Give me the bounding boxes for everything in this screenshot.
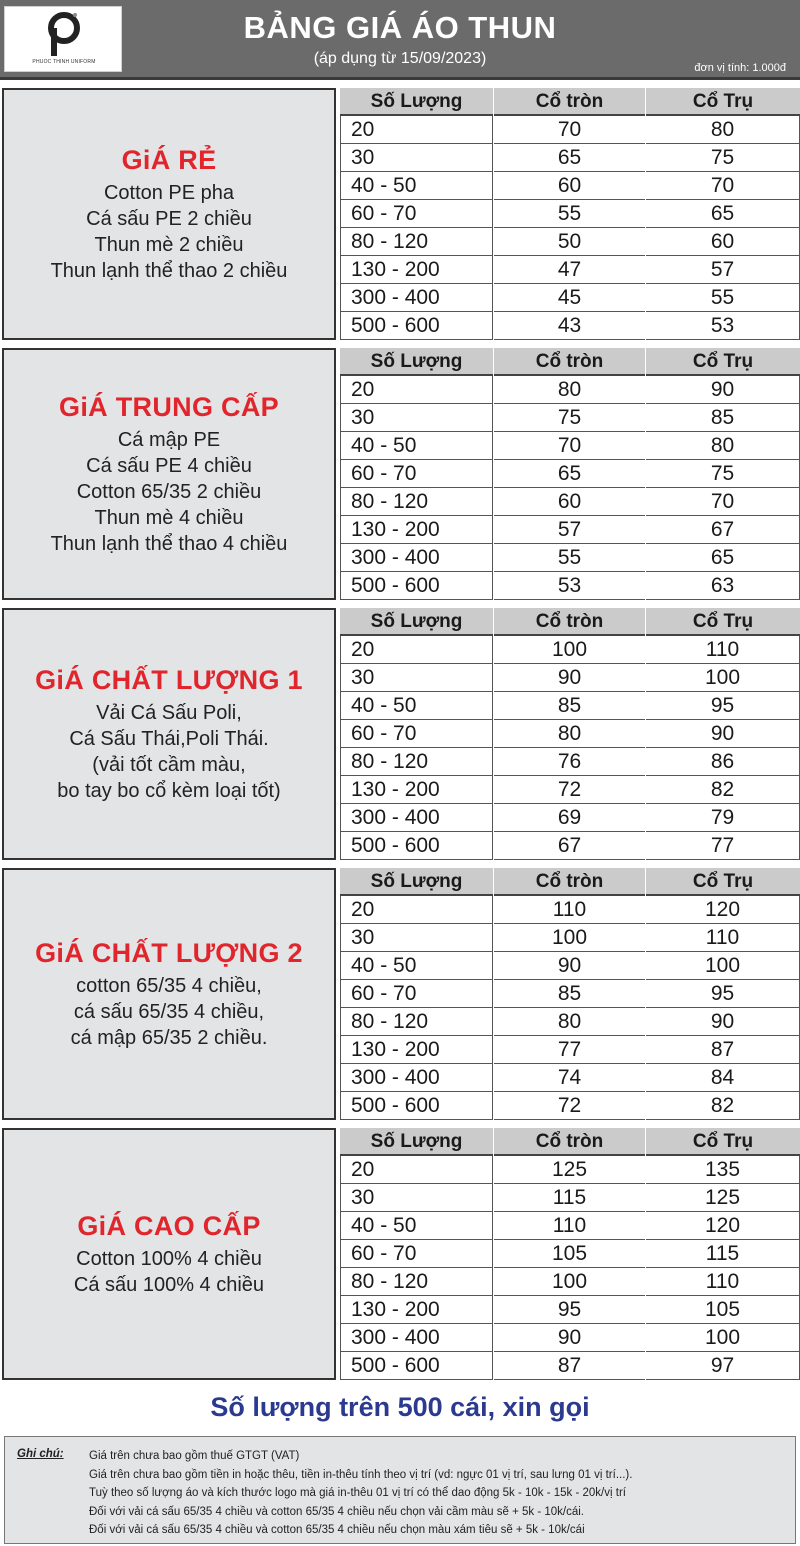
note-item: Đối với vải cá sấu 65/35 4 chiều và cotton 65/35 4 chiều nếu chọn vải cầm màu sẽ + 5k - 10k/cái. <box>89 1505 584 1518</box>
round-neck-price: 75 <box>494 404 645 432</box>
collar-price: 85 <box>646 404 800 432</box>
round-neck-header: Cổ tròn <box>494 1128 645 1156</box>
quantity-column <box>340 1128 493 1380</box>
quantity-cell: 80 - 120 <box>340 748 493 776</box>
price-section <box>0 608 800 860</box>
collar-price: 90 <box>646 720 800 748</box>
round-neck-price: 77 <box>494 1036 645 1064</box>
collar-price: 57 <box>646 256 800 284</box>
tier-title: GiÁ CHẤT LƯỢNG 1 <box>35 664 303 695</box>
collar-price: 65 <box>646 200 800 228</box>
round-neck-price: 100 <box>494 924 645 952</box>
round-neck-price: 80 <box>494 1008 645 1036</box>
tier-description <box>2 868 336 1120</box>
collar-header: Cổ Trụ <box>646 348 800 376</box>
note-item: Giá trên chưa bao gồm thuế GTGT (VAT) <box>89 1450 300 1462</box>
collar-price: 86 <box>646 748 800 776</box>
quantity-cell: 20 <box>340 1156 493 1184</box>
collar-header: Cổ Trụ <box>646 608 800 636</box>
round-neck-price: 50 <box>494 228 645 256</box>
round-neck-column <box>494 608 645 860</box>
round-neck-price: 105 <box>494 1240 645 1268</box>
collar-price: 82 <box>646 1092 800 1120</box>
quantity-cell: 300 - 400 <box>340 1324 493 1352</box>
collar-header: Cổ Trụ <box>646 1128 800 1156</box>
p-logo-icon <box>47 11 81 57</box>
collar-price: 90 <box>646 1008 800 1036</box>
round-neck-price: 53 <box>494 572 645 600</box>
quantity-cell: 40 - 50 <box>340 692 493 720</box>
quantity-cell: 500 - 600 <box>340 312 493 340</box>
quantity-cell: 40 - 50 <box>340 432 493 460</box>
round-neck-price: 65 <box>494 144 645 172</box>
round-neck-column <box>494 348 645 600</box>
price-section <box>0 868 800 1120</box>
collar-price: 135 <box>646 1156 800 1184</box>
collar-price: 65 <box>646 544 800 572</box>
collar-column <box>646 868 800 1120</box>
round-neck-price: 110 <box>494 896 645 924</box>
quantity-cell: 30 <box>340 144 493 172</box>
quantity-cell: 130 - 200 <box>340 256 493 284</box>
tier-title: GiÁ RẺ <box>121 144 217 175</box>
quantity-cell: 60 - 70 <box>340 1240 493 1268</box>
quantity-cell: 80 - 120 <box>340 1268 493 1296</box>
round-neck-price: 45 <box>494 284 645 312</box>
tier-description <box>2 608 336 860</box>
quantity-cell: 300 - 400 <box>340 284 493 312</box>
quantity-cell: 20 <box>340 116 493 144</box>
round-neck-price: 55 <box>494 200 645 228</box>
round-neck-column <box>494 1128 645 1380</box>
quantity-cell: 40 - 50 <box>340 1212 493 1240</box>
quantity-cell: 30 <box>340 924 493 952</box>
note-item: Giá trên chưa bao gồm tiền in hoặc thêu, tiền in-thêu tính theo vị trí (vd: ngực 01 vị trí, sau lưng 01 vị trí...). <box>89 1468 633 1481</box>
round-neck-price: 55 <box>494 544 645 572</box>
quantity-cell: 30 <box>340 404 493 432</box>
collar-price: 110 <box>646 924 800 952</box>
fabric-line: cá mập 65/35 2 chiều. <box>70 1026 268 1049</box>
page-subtitle: (áp dụng từ 15/09/2023) <box>313 50 487 67</box>
quantity-cell: 80 - 120 <box>340 228 493 256</box>
collar-price: 70 <box>646 172 800 200</box>
collar-price: 70 <box>646 488 800 516</box>
fabric-line: Cá sấu 100% 4 chiều <box>73 1273 265 1296</box>
quantity-cell: 40 - 50 <box>340 952 493 980</box>
collar-header: Cổ Trụ <box>646 88 800 116</box>
price-section <box>0 348 800 600</box>
collar-price: 100 <box>646 1324 800 1352</box>
collar-price: 100 <box>646 952 800 980</box>
quantity-cell: 500 - 600 <box>340 1352 493 1380</box>
tier-description <box>2 348 336 600</box>
collar-price: 125 <box>646 1184 800 1212</box>
round-neck-price: 70 <box>494 432 645 460</box>
round-neck-header: Cổ tròn <box>494 348 645 376</box>
note-item: Tuỳ theo số lượng áo và kích thước logo mà giá in-thêu 01 vị trí có thể dao động 5k - 10k - 15k - 20k/vị trí <box>89 1487 626 1499</box>
quantity-cell: 60 - 70 <box>340 720 493 748</box>
quantity-cell: 60 - 70 <box>340 980 493 1008</box>
round-neck-price: 80 <box>494 376 645 404</box>
quantity-column <box>340 868 493 1120</box>
tier-description <box>2 88 336 340</box>
round-neck-price: 76 <box>494 748 645 776</box>
collar-column <box>646 1128 800 1380</box>
notes-panel <box>4 1436 796 1544</box>
round-neck-price: 100 <box>494 1268 645 1296</box>
quantity-cell: 300 - 400 <box>340 1064 493 1092</box>
fabric-line: Thun lạnh thể thao 4 chiều <box>50 532 288 555</box>
quantity-header: Số Lượng <box>340 348 493 376</box>
fabric-line: Cotton 65/35 2 chiều <box>76 480 262 503</box>
fabric-line: Thun mè 2 chiều <box>94 233 244 256</box>
round-neck-price: 90 <box>494 664 645 692</box>
collar-price: 82 <box>646 776 800 804</box>
note-item: Đối với vải cá sấu 65/35 4 chiều và cotton 65/35 4 chiều nếu chọn màu xám tiêu sẽ + 5k - 10k/cái <box>89 1524 585 1536</box>
quantity-cell: 20 <box>340 896 493 924</box>
collar-price: 75 <box>646 460 800 488</box>
collar-header: Cổ Trụ <box>646 868 800 896</box>
round-neck-column <box>494 868 645 1120</box>
collar-price: 80 <box>646 432 800 460</box>
round-neck-price: 115 <box>494 1184 645 1212</box>
quantity-cell: 300 - 400 <box>340 804 493 832</box>
collar-price: 95 <box>646 980 800 1008</box>
collar-price: 75 <box>646 144 800 172</box>
round-neck-header: Cổ tròn <box>494 88 645 116</box>
round-neck-price: 87 <box>494 1352 645 1380</box>
fabric-line: Cá sấu PE 4 chiều <box>86 454 252 477</box>
quantity-header: Số Lượng <box>340 88 493 116</box>
quantity-header: Số Lượng <box>340 1128 493 1156</box>
round-neck-price: 110 <box>494 1212 645 1240</box>
fabric-line: cá sấu 65/35 4 chiều, <box>73 1000 265 1023</box>
tier-title: GiÁ CHẤT LƯỢNG 2 <box>35 937 303 968</box>
header <box>0 0 800 80</box>
quantity-cell: 500 - 600 <box>340 572 493 600</box>
collar-price: 53 <box>646 312 800 340</box>
round-neck-price: 72 <box>494 1092 645 1120</box>
quantity-cell: 60 - 70 <box>340 460 493 488</box>
fabric-line: cotton 65/35 4 chiều, <box>76 974 262 997</box>
collar-column <box>646 88 800 340</box>
price-section <box>0 88 800 340</box>
quantity-cell: 60 - 70 <box>340 200 493 228</box>
tier-title: GiÁ CAO CẤP <box>77 1210 261 1241</box>
notes-list <box>89 1447 789 1540</box>
round-neck-price: 67 <box>494 832 645 860</box>
round-neck-price: 95 <box>494 1296 645 1324</box>
collar-column <box>646 348 800 600</box>
contact-callout: Số lượng trên 500 cái, xin gọi <box>210 1392 590 1422</box>
collar-price: 67 <box>646 516 800 544</box>
collar-price: 87 <box>646 1036 800 1064</box>
quantity-column <box>340 348 493 600</box>
collar-price: 80 <box>646 116 800 144</box>
collar-price: 110 <box>646 1268 800 1296</box>
fabric-line: Vải Cá Sấu Poli, <box>96 701 242 724</box>
round-neck-price: 72 <box>494 776 645 804</box>
quantity-cell: 130 - 200 <box>340 1296 493 1324</box>
round-neck-header: Cổ tròn <box>494 608 645 636</box>
round-neck-price: 90 <box>494 952 645 980</box>
tier-description <box>2 1128 336 1380</box>
fabric-line: Cotton 100% 4 chiều <box>76 1247 262 1270</box>
collar-price: 100 <box>646 664 800 692</box>
collar-price: 105 <box>646 1296 800 1324</box>
round-neck-price: 70 <box>494 116 645 144</box>
quantity-cell: 30 <box>340 1184 493 1212</box>
collar-price: 97 <box>646 1352 800 1380</box>
round-neck-price: 47 <box>494 256 645 284</box>
quantity-cell: 130 - 200 <box>340 776 493 804</box>
collar-price: 84 <box>646 1064 800 1092</box>
round-neck-price: 69 <box>494 804 645 832</box>
round-neck-price: 100 <box>494 636 645 664</box>
round-neck-header: Cổ tròn <box>494 868 645 896</box>
round-neck-column <box>494 88 645 340</box>
collar-price: 77 <box>646 832 800 860</box>
round-neck-price: 80 <box>494 720 645 748</box>
quantity-column <box>340 608 493 860</box>
quantity-cell: 500 - 600 <box>340 832 493 860</box>
fabric-line: bo tay bo cổ kèm loại tốt) <box>57 779 281 802</box>
round-neck-price: 43 <box>494 312 645 340</box>
quantity-header: Số Lượng <box>340 868 493 896</box>
round-neck-price: 85 <box>494 692 645 720</box>
fabric-line: Thun lạnh thể thao 2 chiều <box>50 259 288 282</box>
round-neck-price: 60 <box>494 172 645 200</box>
fabric-line: Cotton PE pha <box>103 181 235 204</box>
quantity-header: Số Lượng <box>340 608 493 636</box>
collar-price: 55 <box>646 284 800 312</box>
fabric-line: Cá mập PE <box>117 428 221 451</box>
collar-price: 120 <box>646 1212 800 1240</box>
quantity-cell: 30 <box>340 664 493 692</box>
quantity-cell: 80 - 120 <box>340 488 493 516</box>
round-neck-price: 90 <box>494 1324 645 1352</box>
round-neck-price: 65 <box>494 460 645 488</box>
page-title: BẢNG GIÁ ÁO THUN <box>243 10 557 45</box>
collar-price: 120 <box>646 896 800 924</box>
fabric-line: Cá Sấu Thái,Poli Thái. <box>69 727 269 750</box>
collar-price: 60 <box>646 228 800 256</box>
round-neck-price: 74 <box>494 1064 645 1092</box>
collar-price: 90 <box>646 376 800 404</box>
brand-logo <box>4 6 122 72</box>
quantity-cell: 500 - 600 <box>340 1092 493 1120</box>
quantity-cell: 130 - 200 <box>340 1036 493 1064</box>
notes-label: Ghi chú: <box>17 1448 64 1460</box>
collar-column <box>646 608 800 860</box>
quantity-cell: 130 - 200 <box>340 516 493 544</box>
round-neck-price: 125 <box>494 1156 645 1184</box>
quantity-cell: 20 <box>340 636 493 664</box>
round-neck-price: 85 <box>494 980 645 1008</box>
quantity-cell: 300 - 400 <box>340 544 493 572</box>
unit-note: đơn vị tính: 1.000đ <box>694 62 786 74</box>
fabric-line: Cá sấu PE 2 chiều <box>86 207 252 230</box>
quantity-column <box>340 88 493 340</box>
collar-price: 63 <box>646 572 800 600</box>
collar-price: 79 <box>646 804 800 832</box>
quantity-cell: 40 - 50 <box>340 172 493 200</box>
quantity-cell: 20 <box>340 376 493 404</box>
round-neck-price: 57 <box>494 516 645 544</box>
collar-price: 110 <box>646 636 800 664</box>
collar-price: 95 <box>646 692 800 720</box>
fabric-line: Thun mè 4 chiều <box>94 506 244 529</box>
collar-price: 115 <box>646 1240 800 1268</box>
round-neck-price: 60 <box>494 488 645 516</box>
quantity-cell: 80 - 120 <box>340 1008 493 1036</box>
price-section <box>0 1128 800 1380</box>
fabric-line: (vải tốt cầm màu, <box>92 753 246 776</box>
tier-title: GiÁ TRUNG CẤP <box>59 391 279 422</box>
logo-text: PHUOC THINH UNIFORM <box>32 59 96 65</box>
